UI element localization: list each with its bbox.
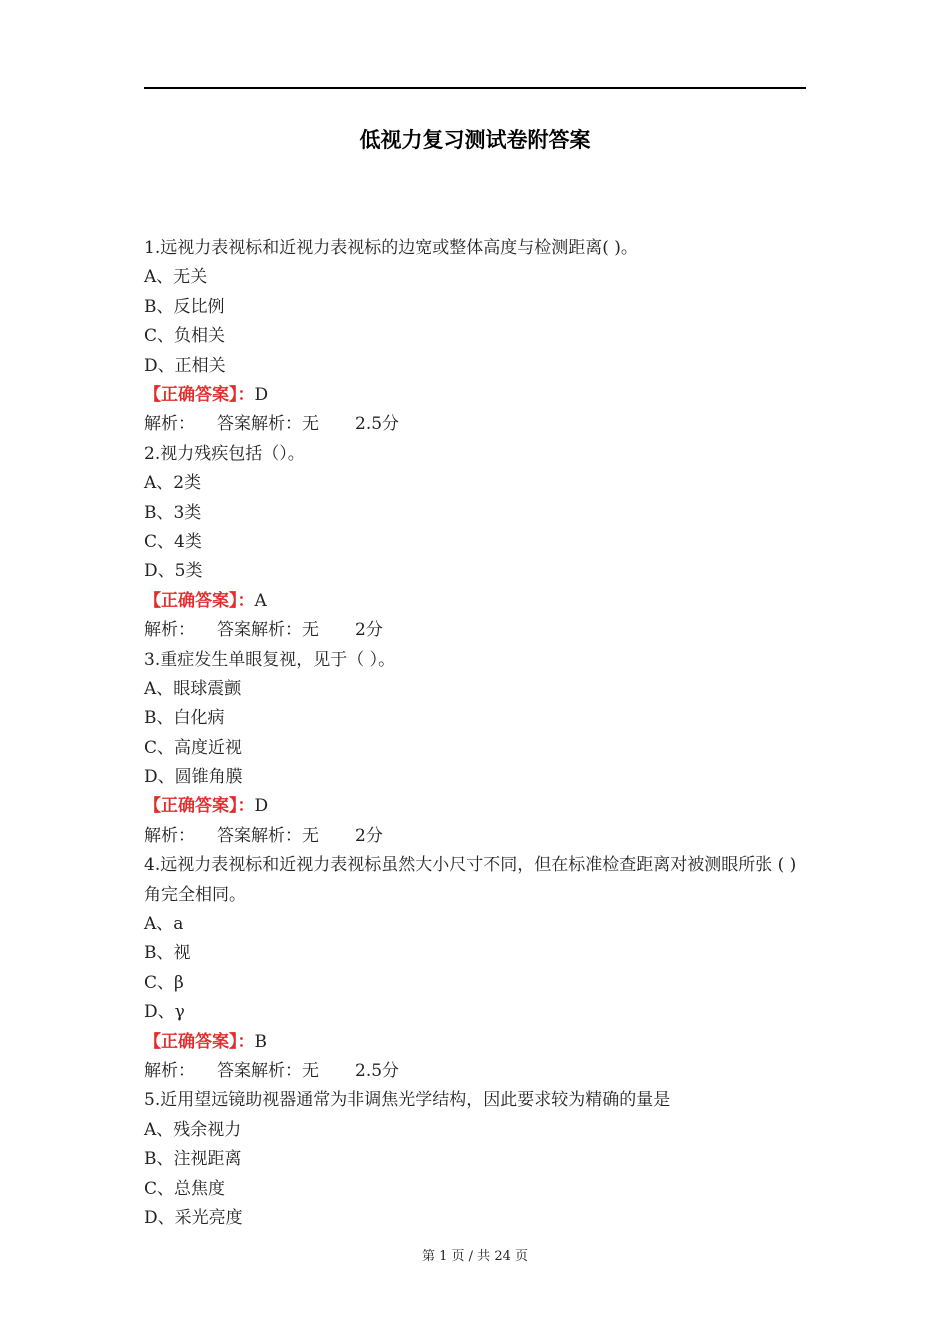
analysis-prefix: 解析： [144,414,195,435]
question-stem: 4.远视力表视标和近视力表视标虽然大小尺寸不同，但在标准检查距离对被测眼所张 ( ) 角完全相同。 [144,855,797,905]
correct-answer [144,1028,806,1057]
answer-value: D [254,384,269,405]
document-title: 低视力复习测试卷附答案 [359,128,591,152]
score: 2分 [355,825,383,846]
answer-tag: 【正确答案】： [144,384,255,405]
analysis-label: 答案解析： [217,1061,302,1082]
header-rule [144,87,806,89]
answer-tag: 【正确答案】： [144,796,255,817]
answer-value: A [254,590,267,611]
analysis-value: 无 [302,620,319,641]
question-stem: 5.近用望远镜助视器通常为非调焦光学结构，因此要求较为精确的量是 [144,1090,671,1111]
option-a: A、残余视力 [144,1119,242,1140]
option-a: A、a [144,914,184,935]
question-5 [144,1086,806,1233]
analysis-line [144,822,806,851]
answer-value: D [254,796,269,817]
option-b: B、3类 [144,502,202,523]
analysis-value: 无 [302,1061,319,1082]
option-a: A、2类 [144,473,202,494]
question-stem: 3.重症发生单眼复视，见于（ ）。 [144,649,396,670]
option-d: D、圆锥角膜 [144,767,243,788]
option-c: C、总焦度 [144,1178,226,1199]
correct-answer [144,792,806,821]
question-stem: 2.视力残疾包括（）。 [144,443,305,464]
answer-tag: 【正确答案】： [144,1031,255,1052]
score: 2.5分 [355,1061,400,1082]
option-a: A、无关 [144,267,208,288]
analysis-label: 答案解析： [217,620,302,641]
option-c: C、β [144,972,184,993]
question-3 [144,646,806,852]
answer-value: B [254,1031,267,1052]
analysis-line [144,616,806,645]
option-d: D、5类 [144,561,203,582]
analysis-value: 无 [302,414,319,435]
question-stem: 1.远视力表视标和近视力表视标的边宽或整体高度与检测距离( )。 [144,238,638,258]
correct-answer [144,587,806,616]
score: 2.5分 [355,414,400,435]
option-b: B、反比例 [144,296,225,317]
option-d: D、γ [144,1002,185,1023]
analysis-prefix: 解析： [144,825,195,846]
option-b: B、白化病 [144,708,225,729]
answer-tag: 【正确答案】： [144,590,255,611]
question-2 [144,440,806,646]
page-footer: 第 1 页 / 共 24 页 [422,1249,528,1264]
option-b: B、注视距离 [144,1149,242,1170]
option-d: D、采光亮度 [144,1207,243,1228]
score: 2分 [355,620,383,641]
analysis-label: 答案解析： [217,414,302,435]
question-list [144,234,806,1233]
option-c: C、负相关 [144,326,226,347]
analysis-line [144,410,806,439]
analysis-prefix: 解析： [144,620,195,641]
option-c: C、高度近视 [144,737,243,758]
question-4 [144,851,806,1086]
analysis-value: 无 [302,825,319,846]
analysis-prefix: 解析： [144,1061,195,1082]
question-1 [144,234,806,440]
option-d: D、正相关 [144,355,226,376]
option-b: B、视 [144,943,191,964]
correct-answer [144,381,806,410]
option-a: A、眼球震颤 [144,678,242,699]
analysis-label: 答案解析： [217,825,302,846]
analysis-line [144,1057,806,1086]
option-c: C、4类 [144,531,202,552]
